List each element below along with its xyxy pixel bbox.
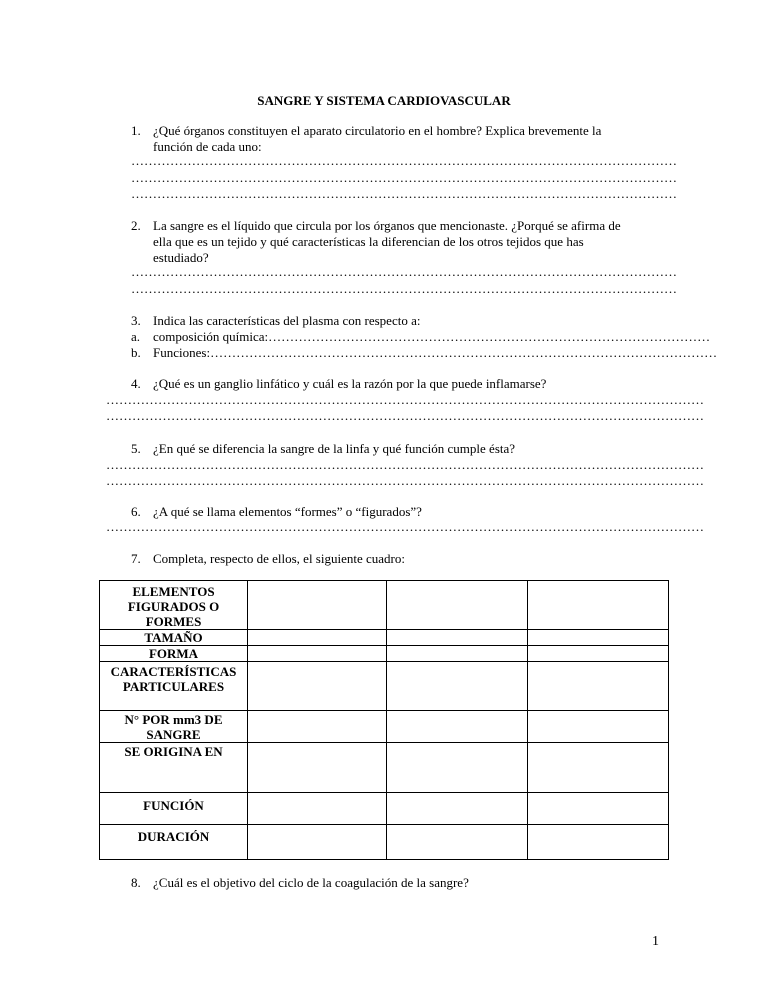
table-cell[interactable]	[528, 793, 669, 825]
table-cell[interactable]	[387, 630, 528, 646]
table-row	[100, 711, 669, 743]
question-4	[131, 376, 546, 392]
question-5	[131, 441, 515, 457]
question-6	[131, 504, 422, 520]
table-row	[100, 581, 669, 630]
table-cell[interactable]	[248, 711, 387, 743]
question-text-continued: ella que es un tejido y qué características la diferencian de los otros tejidos que has	[153, 234, 584, 249]
question-text: Completa, respecto de ellos, el siguiente cuadro:	[153, 551, 405, 566]
table-cell[interactable]	[248, 646, 387, 662]
row-header: FORMA	[100, 646, 248, 662]
question-text: Indica las características del plasma con respecto a:	[153, 313, 421, 328]
item-label: b.	[131, 345, 141, 360]
answer-line[interactable]: …………………………………………………………………………………………	[268, 329, 711, 344]
row-header: CARACTERÍSTICAS PARTICULARES	[100, 662, 248, 711]
question-3	[131, 313, 420, 329]
answer-line[interactable]: …………………………………………………………………………………………………………………………	[106, 457, 704, 472]
table-cell[interactable]	[248, 743, 387, 793]
table-cell[interactable]	[248, 662, 387, 711]
question-7	[131, 551, 405, 567]
answer-line[interactable]: …………………………………………………………………………………………………………………………	[106, 392, 704, 407]
question-1	[131, 123, 601, 139]
table-cell[interactable]	[528, 711, 669, 743]
answer-line[interactable]: …………………………………………………………………………………………………………………………	[106, 408, 704, 423]
question-text: ¿En qué se diferencia la sangre de la linfa y qué función cumple ésta?	[153, 441, 516, 456]
table-row	[100, 743, 669, 793]
question-text: La sangre es el líquido que circula por los órganos que mencionaste. ¿Porqué se afirma de	[153, 218, 621, 233]
question-text: ¿A qué se llama elementos “formes” o “figurados”?	[153, 504, 422, 519]
answer-line[interactable]: ………………………………………………………………………………………………………………	[131, 281, 677, 296]
question-number: 4.	[131, 376, 141, 391]
item-text: composición química:	[153, 329, 269, 344]
table-cell[interactable]	[248, 793, 387, 825]
table-cell[interactable]	[528, 646, 669, 662]
item-text: Funciones:	[153, 345, 211, 360]
row-header: ELEMENTOS FIGURADOS O FORMES	[100, 581, 248, 630]
table-cell[interactable]	[528, 662, 669, 711]
table-cell[interactable]	[387, 711, 528, 743]
question-3a	[131, 329, 711, 345]
question-number: 1.	[131, 123, 141, 138]
item-label: a.	[131, 329, 141, 344]
table-row	[100, 793, 669, 825]
question-text: ¿Qué es un ganglio linfático y cuál es la razón por la que puede inflamarse?	[153, 376, 547, 391]
question-text: ¿Qué órganos constituyen el aparato circulatorio en el hombre? Explica brevemente la	[153, 123, 602, 138]
question-number: 5.	[131, 441, 141, 456]
question-text-continued: estudiado?	[153, 250, 209, 265]
answer-line[interactable]: ………………………………………………………………………………………………………	[210, 345, 718, 360]
table-cell[interactable]	[528, 581, 669, 630]
row-header: DURACIÓN	[100, 825, 248, 860]
question-8	[131, 875, 469, 891]
table-cell[interactable]	[387, 793, 528, 825]
answer-line[interactable]: ………………………………………………………………………………………………………………	[131, 186, 677, 201]
question-3b	[131, 345, 718, 361]
question-number: 7.	[131, 551, 141, 566]
row-header: FUNCIÓN	[100, 793, 248, 825]
row-header: TAMAÑO	[100, 630, 248, 646]
table-cell[interactable]	[387, 646, 528, 662]
table-cell[interactable]	[387, 825, 528, 860]
question-number: 8.	[131, 875, 141, 890]
page-number: 1	[652, 934, 659, 949]
question-text-continued: función de cada uno:	[153, 139, 262, 154]
answer-line[interactable]: …………………………………………………………………………………………………………………………	[106, 519, 704, 534]
question-text: ¿Cuál es el objetivo del ciclo de la coagulación de la sangre?	[153, 875, 469, 890]
answer-line[interactable]: ………………………………………………………………………………………………………………	[131, 153, 677, 168]
question-number: 2.	[131, 218, 141, 233]
table-cell[interactable]	[528, 630, 669, 646]
page-title: SANGRE Y SISTEMA CARDIOVASCULAR	[257, 93, 511, 108]
row-header: N° POR mm3 DE SANGRE	[100, 711, 248, 743]
table-row	[100, 662, 669, 711]
table-cell[interactable]	[387, 581, 528, 630]
table-cell[interactable]	[387, 743, 528, 793]
question-number: 3.	[131, 313, 141, 328]
table-cell[interactable]	[387, 662, 528, 711]
answer-line[interactable]: …………………………………………………………………………………………………………………………	[106, 473, 704, 488]
table-cell[interactable]	[528, 743, 669, 793]
answer-line[interactable]: ………………………………………………………………………………………………………………	[131, 264, 677, 279]
question-number: 6.	[131, 504, 141, 519]
question-2	[131, 218, 621, 234]
table-cell[interactable]	[248, 825, 387, 860]
answer-line[interactable]: ………………………………………………………………………………………………………………	[131, 170, 677, 185]
table-cell[interactable]	[248, 630, 387, 646]
table-cell[interactable]	[528, 825, 669, 860]
table-cell[interactable]	[248, 581, 387, 630]
row-header: SE ORIGINA EN	[100, 743, 248, 793]
table-row	[100, 825, 669, 860]
table-row	[100, 630, 669, 646]
table-row	[100, 646, 669, 662]
blood-elements-table	[99, 580, 669, 860]
